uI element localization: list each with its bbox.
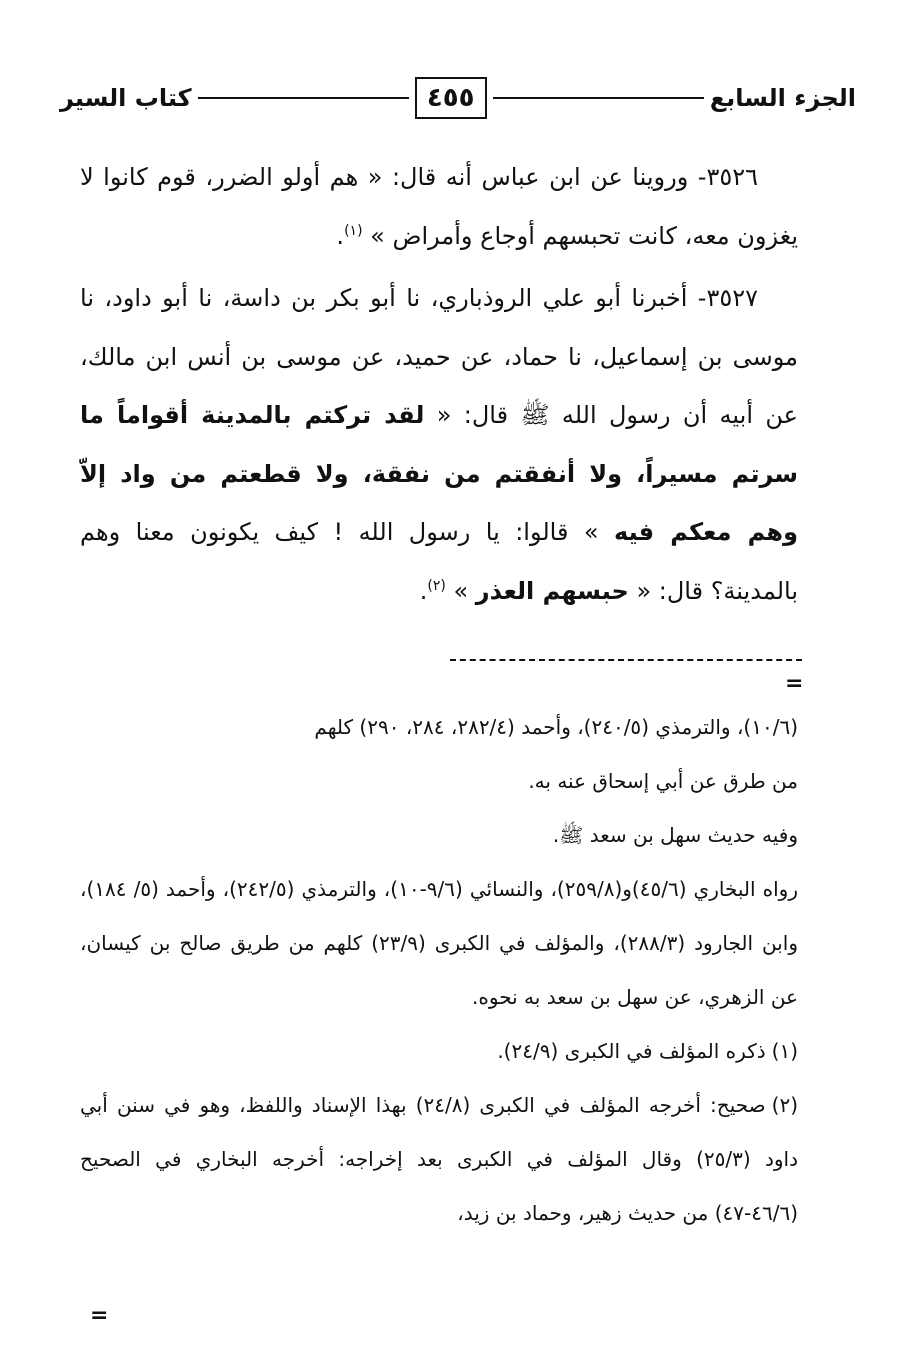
hadith-3527: ٣٥٢٧- أخبرنا أبو علي الروذباري، نا أبو بكر بن داسة، نا أبو داود، نا موسى بن إسماعيل، نا حماد، عن حميد، عن موسى بن أنس ابن مالك، عن أبيه أن رسول الله ﷺ قال: « لقد تركتم بالمدينة أقواماً ما سرتم مسيراً، ولا أنفقتم من نفقة، ولا قطعتم من واد إلاّ وهم معكم فيه » قالوا: يا رسول الله ! كيف يكونون معنا وهم بالمدينة؟ قال: « حبسهم العذر » $^{(٢)}$. xyxy=(80,284,798,605)
footnote-text: صحيح: أخرجه المؤلف في الكبرى (٢٤/٨) بهذا الإسناد واللفظ، وهو في سنن أبي داود (٢٥/٣) وقال المؤلف في الكبرى بعد إخراجه: أخرجه البخاري في الصحيح (٤٦/٦-٤٧) من حديث زهير، وحماد بن زيد، xyxy=(80,1093,798,1225)
hadith-text: » قالوا: يا رسول الله ! كيف يكونون معنا وهم بالمدينة؟ قال: « xyxy=(80,518,798,605)
main-text xyxy=(80,148,798,620)
header-rule-left xyxy=(198,97,409,99)
footnote-separator xyxy=(450,659,802,661)
footnote-ref: (٢) xyxy=(427,577,446,594)
footnote-text: ذكره المؤلف في الكبرى (٢٤/٩). xyxy=(497,1039,766,1063)
hadith-number: ٣٥٢٦ xyxy=(706,163,758,191)
book-title: كتاب السير xyxy=(60,84,192,112)
hadith-quote-end: حبسهم العذر xyxy=(475,576,629,605)
footnote-number: (١) xyxy=(771,1039,798,1063)
footnote-ref: (١) xyxy=(344,222,363,239)
continuation-mark-bottom: = xyxy=(90,1303,109,1328)
volume-label: الجزء السابع xyxy=(709,84,856,112)
running-header xyxy=(60,70,856,126)
footnote-2 xyxy=(80,1078,798,1240)
footnotes xyxy=(80,700,798,1240)
footnote-number: (٢) xyxy=(771,1093,798,1117)
quote-close: » xyxy=(453,576,469,605)
continuation-mark: = xyxy=(785,671,804,696)
header-rule-right xyxy=(493,97,704,99)
footnote-continued-line: (١٠/٦)، والترمذي (٢٤٠/٥)، وأحمد (٢٨٢/٤، ٢٨٤، ٢٩٠) كلهم xyxy=(314,715,798,739)
footnote-continued-line: وفيه حديث سهل بن سعد ﷺ. xyxy=(552,823,798,847)
page-number: ٤٥٥ xyxy=(415,77,487,119)
hadith-quote: لقد تركتم بالمدينة أقواماً ما سرتم مسيراً، ولا أنفقتم من نفقة، ولا قطعتم من واد إلاّ وهم معكم فيه xyxy=(80,401,798,546)
hadith-chain: - أخبرنا أبو علي الروذباري، نا أبو بكر بن داسة، نا أبو داود، نا موسى بن إسماعيل، نا حماد، عن حميد، عن موسى بن أنس ابن مالك، عن أبيه أن رسول الله ﷺ قال: « xyxy=(80,284,798,429)
hadith-3526: ٣٥٢٦- وروينا عن ابن عباس أنه قال: « هم أولو الضرر، قوم كانوا لا يغزون معه، كانت تحبسهم أوجاع وأمراض » $^{(١)}$. xyxy=(80,163,798,250)
footnote-1 xyxy=(80,1024,798,1078)
hadith-text: - وروينا عن ابن عباس أنه قال: « هم أولو الضرر، قوم كانوا لا يغزون معه، كانت تحبسهم أوجاع وأمراض » xyxy=(80,163,798,250)
footnote-continued-paragraph: رواه البخاري (٤٥/٦)و(٢٥٩/٨)، والنسائي (٩/٦-١٠)، والترمذي (٢٤٢/٥)، وأحمد (٥/ ١٨٤)، وابن الجارود (٢٨٨/٣)، والمؤلف في الكبرى (٢٣/٩) كلهم من طريق صالح بن كيسان، عن الزهري، عن سهل بن سعد به نحوه. xyxy=(80,877,798,1009)
hadith-number: ٣٥٢٧ xyxy=(706,284,758,312)
footnote-continued-line: من طرق عن أبي إسحاق عنه به. xyxy=(528,769,798,793)
